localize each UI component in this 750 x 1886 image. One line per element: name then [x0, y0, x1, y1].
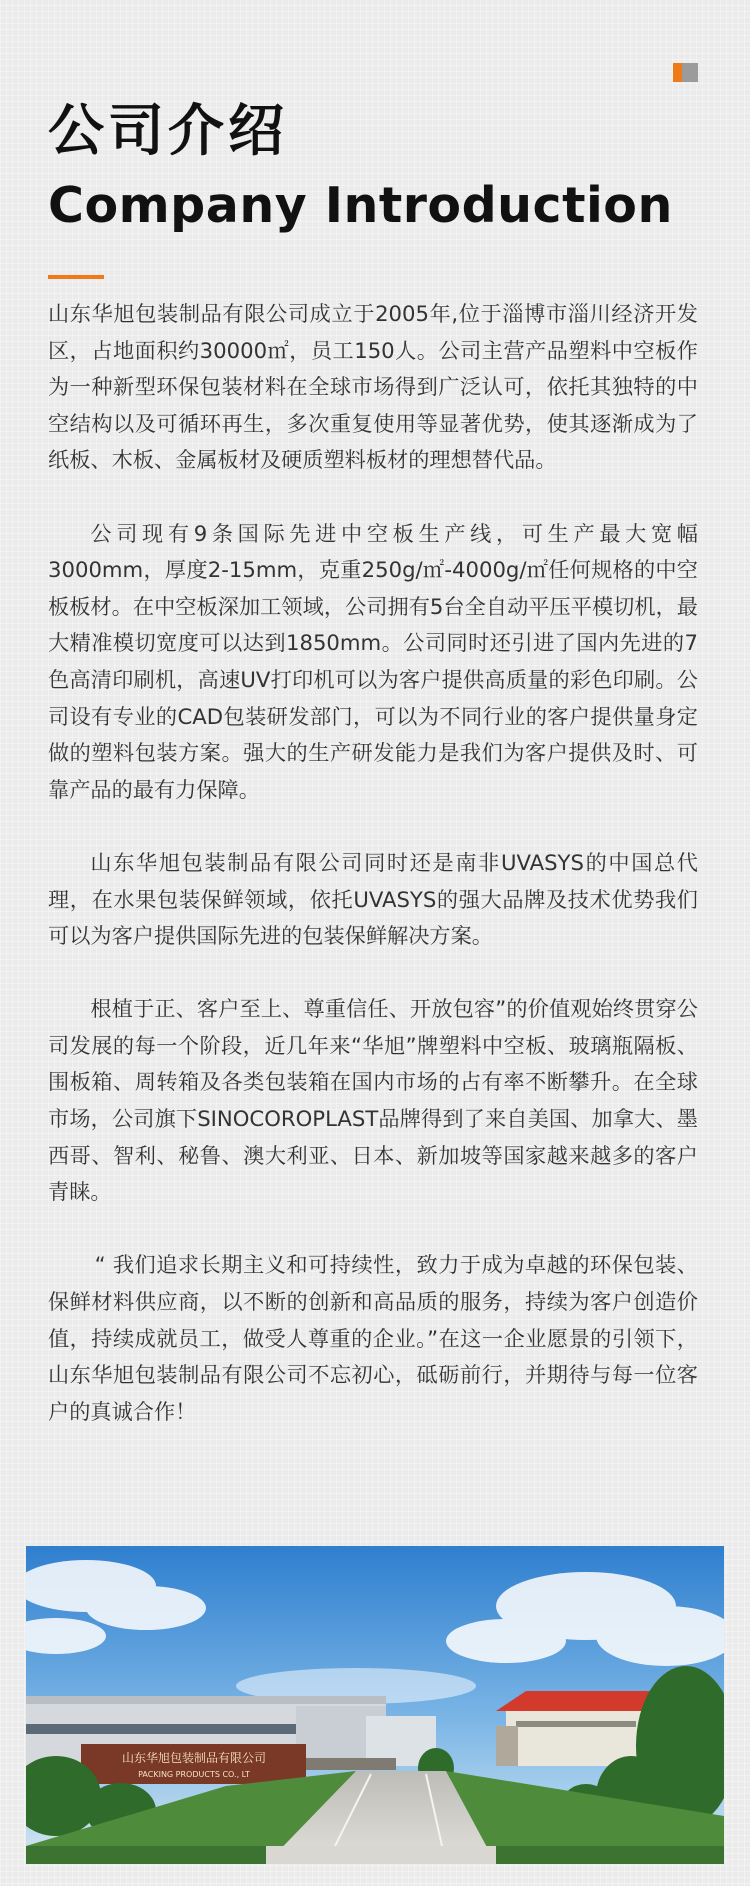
corner-mark-orange: [673, 63, 682, 82]
corner-decoration-mark: [673, 63, 698, 82]
sign-text-en: PACKING PRODUCTS CO., LT: [138, 1770, 250, 1779]
article-body: [48, 296, 698, 1467]
page-title-english: Company Introduction: [48, 177, 673, 234]
title-accent-line: [48, 275, 104, 279]
paragraph-values: 根植于正、客户至上、尊重信任、开放包容”的价值观始终贯穿公司发展的每一个阶段，近几年来“华旭”牌塑料中空板、玻璃瓶隔板、围板箱、周转箱及各类包装箱在国内市场的占有率不断攀升。在全球市场，公司旗下SINOCOROPLAST品牌得到了来自美国、加拿大、墨西哥、智利、秘鲁、澳大利亚、日本、新加坡等国家越来越多的客户青睐。: [48, 996, 698, 1205]
paragraph-production: 公司现有9条国际先进中空板生产线，可生产最大宽幅3000mm，厚度2-15mm，克重250g/㎡-4000g/㎡任何规格的中空板板材。在中空板深加工领域，公司拥有5台全自动平压平模切机，最大精准模切宽度可以达到1850mm。公司同时还引进了国内先进的7色高清印刷机，高速UV打印机可以为客户提供高质量的彩色印刷。公司设有专业的CAD包装研发部门，可以为不同行业的客户提供量身定做的塑料包装方案。强大的生产研发能力是我们为客户提供及时、可靠产品的最有力保障。: [48, 520, 698, 802]
sign-text-cn: 山东华旭包装制品有限公司: [121, 1751, 267, 1765]
paragraph-intro: 山东华旭包装制品有限公司成立于2005年,位于淄博市淄川经济开发区，占地面积约30000㎡，员工150人。公司主营产品塑料中空板作为一种新型环保包装材料在全球市场得到广泛认可，依托其独特的中空结构以及可循环再生，多次重复使用等显著优势，使其逐渐成为了纸板、木板、金属板材及硬质塑料板材的理想替代品。: [48, 301, 698, 473]
paragraph-uvasys: 山东华旭包装制品有限公司同时还是南非UVASYS的中国总代理，在水果包装保鲜领域，依托UVASYS的强大品牌及技术优势我们可以为客户提供国际先进的包装保鲜解决方案。: [48, 849, 698, 949]
paragraph-vision: “ 我们追求长期主义和可持续性，致力于成为卓越的环保包装、保鲜材料供应商，以不断的创新和高品质的服务，持续为客户创造价值，持续成就员工，做受人尊重的企业。”在这一企业愿景的引领下，山东华旭包装制品有限公司不忘初心，砥砺前行，并期待与每一位客户的真诚合作！: [48, 1252, 698, 1424]
factory-photo: [26, 1546, 724, 1864]
corner-mark-gray: [682, 63, 698, 82]
page-title-chinese: 公司介绍: [48, 99, 288, 164]
